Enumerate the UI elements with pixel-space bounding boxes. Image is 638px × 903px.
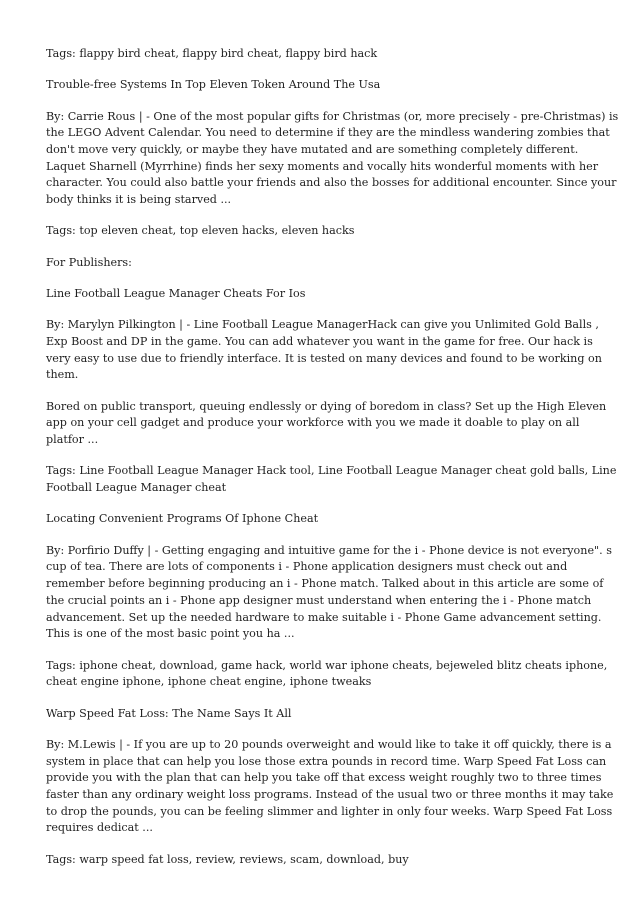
article-body: [46, 543, 612, 643]
text-line: Locating Convenient Programs Of Iphone Cheat: [46, 512, 319, 526]
text-line: the crucial points an i - Phone app designer must understand when entering the i - Phone match: [46, 593, 592, 607]
text-line: Tags: warp speed fat loss, review, reviews, scam, download, buy: [46, 852, 409, 866]
text-line: platfor ...: [46, 433, 99, 447]
tags-line: [46, 223, 594, 240]
article-title: [46, 511, 594, 528]
text-line: By: Porfirio Duffy | - Getting engaging and intuitive game for the i - Phone device is not everyone". s: [46, 543, 612, 557]
text-line: cheat engine iphone, iphone cheat engine, iphone tweaks: [46, 675, 372, 689]
text-line: cup of tea. There are lots of components i - Phone application designers must check out and: [46, 560, 568, 574]
article-title: [46, 77, 594, 94]
text-line: Trouble-free Systems In Top Eleven Token Around The Usa: [46, 78, 381, 92]
tags-line: [46, 852, 594, 869]
article-title: [46, 286, 594, 303]
text-line: Laquet Sharnell (Myrrhine) finds her sexy moments and vocally hits wonderful moments with her: [46, 159, 599, 173]
article-body: [46, 317, 602, 384]
text-line: system in place that can help you lose those extra pounds in record time. Warp Speed Fat Loss can: [46, 754, 607, 768]
text-line: Tags: top eleven cheat, top eleven hacks, eleven hacks: [46, 224, 355, 238]
text-line: Warp Speed Fat Loss: The Name Says It All: [46, 706, 292, 720]
article-body: [46, 737, 614, 837]
text-line: the LEGO Advent Calendar. You need to determine if they are the mindless wandering zombies that: [46, 126, 610, 140]
text-line: Exp Boost and DP in the game. You can add whatever you want in the game for free. Our hack is: [46, 335, 593, 348]
text-line: Tags: iphone cheat, download, game hack, world war iphone cheats, bejeweled blitz cheats iphone,: [46, 658, 608, 672]
text-line: very easy to use due to friendly interface. It is tested on many devices and found to be working on: [46, 351, 602, 365]
text-line: faster than any ordinary weight loss programs. Instead of the usual two or three months it may take: [46, 787, 614, 801]
text-line: This is one of the most basic point you ha ...: [46, 627, 295, 641]
text-line: Football League Manager cheat: [46, 481, 227, 495]
tags-line: [46, 658, 608, 691]
document-page: [46, 46, 619, 883]
text-line: Tags: Line Football League Manager Hack tool, Line Football League Manager cheat gold balls, Line: [46, 464, 617, 478]
text-line: to drop the pounds, you can be feeling slimmer and lighter in only four weeks. Warp Speed Fat Loss: [46, 804, 613, 818]
text-line: For Publishers:: [46, 255, 132, 269]
text-line: provide you with the plan that can help you take off that excess weight roughly two to three times: [46, 771, 602, 785]
text-line: advancement. Set up the needed hardware to make suitable i - Phone Game advancement setting.: [46, 610, 602, 624]
text-line: By: Carrie Rous | - One of the most popular gifts for Christmas (or, more precisely - pre-Christmas) is: [46, 109, 619, 123]
section-heading: [46, 255, 594, 272]
text-line: don't move very quickly, or maybe they have mutated and are something completely different.: [46, 143, 579, 156]
article-title: [46, 706, 594, 723]
text-line: By: M.Lewis | - If you are up to 20 pounds overweight and would like to take it off quickly, there is a: [46, 737, 612, 751]
tags-line: [46, 463, 617, 496]
text-line: them.: [46, 368, 79, 382]
article-body: [46, 399, 607, 449]
text-line: By: Marylyn Pilkington | - Line Football League ManagerHack can give you Unlimited Gold Balls ,: [46, 318, 599, 332]
text-line: requires dedicat ...: [46, 821, 153, 835]
text-line: Line Football League Manager Cheats For Ios: [46, 287, 306, 300]
text-line: Bored on public transport, queuing endlessly or dying of boredom in class? Set up the High Eleven: [46, 399, 607, 413]
text-line: app on your cell gadget and produce your workforce with you we made it doable to play on all: [46, 416, 580, 430]
text-line: body thinks it is being starved ...: [46, 193, 232, 207]
text-line: remember before beginning producing an i - Phone match. Talked about in this article are some of: [46, 577, 604, 591]
tags-line: [46, 46, 594, 63]
article-body: [46, 109, 619, 209]
text-line: character. You could also battle your friends and also the bosses for additional encounter. Since your: [46, 176, 617, 190]
text-line: Tags: flappy bird cheat, flappy bird cheat, flappy bird hack: [46, 47, 378, 60]
